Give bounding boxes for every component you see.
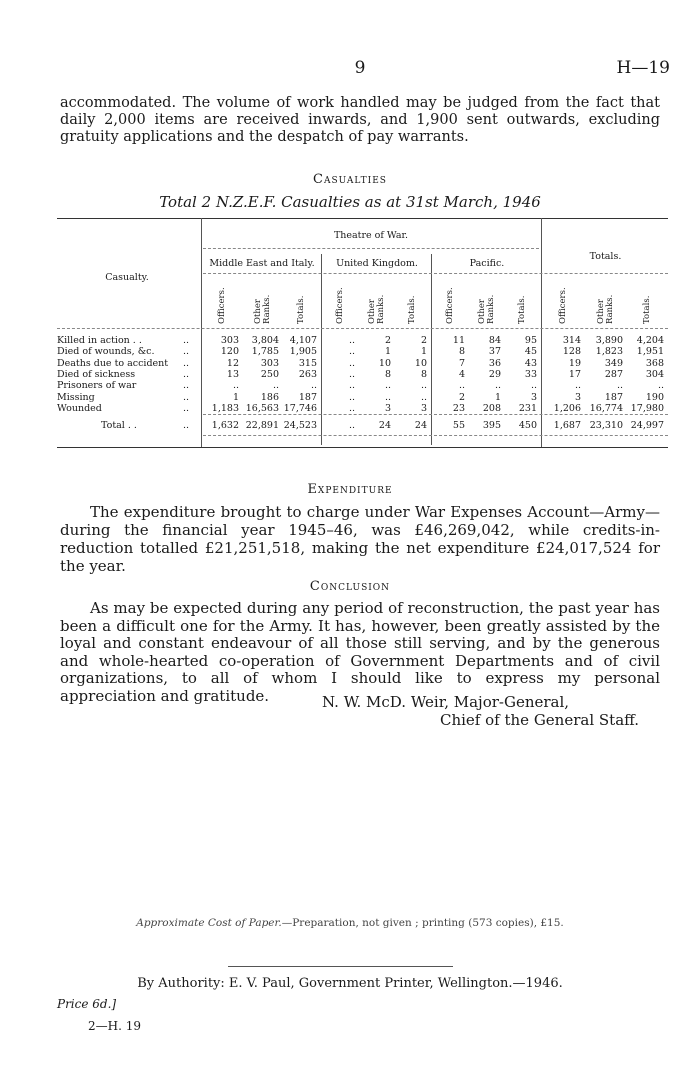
total-cell: 395 xyxy=(482,420,501,431)
subheader-other-ranks: Other Ranks. xyxy=(367,294,386,324)
table-cell: 8 xyxy=(384,368,391,380)
total-cell: 1,687 xyxy=(553,420,581,431)
table-cell: 3 xyxy=(574,391,581,403)
footer-reference: 2—H. 19 xyxy=(88,1019,141,1033)
row-leader-dots: .. xyxy=(183,357,190,369)
total-cell: 24 xyxy=(414,420,427,431)
table-cell: .. xyxy=(348,335,355,346)
expenditure-paragraph: The expenditure brought to charge under War Expenses Account—Army—during the financial year 1945–46, was £46,269,042, while credits-in-reduction totalled £21,251,518, making the net expenditure £24,017,524 for the year. xyxy=(60,503,660,575)
row-leader-dots: .. xyxy=(183,335,190,346)
row-label: Died of wounds, &c. xyxy=(57,346,155,358)
group-header-united-kingdom: United Kingdom. xyxy=(336,258,418,269)
table-cell: 36 xyxy=(488,357,501,369)
table-cell: 304 xyxy=(645,368,664,380)
table-cell: 303 xyxy=(260,357,279,369)
row-label: Prisoners of war xyxy=(57,380,137,392)
table-cell: .. xyxy=(310,380,317,392)
table-cell: 314 xyxy=(562,335,581,346)
cost-of-paper xyxy=(0,917,700,929)
expenditure-heading: Expenditure xyxy=(307,482,393,497)
row-leader-dots: .. xyxy=(183,391,190,403)
table-cell: 287 xyxy=(604,368,623,380)
total-row-leader-dots: .. xyxy=(183,420,190,431)
table-cell: 2 xyxy=(420,335,427,346)
table-cell: .. xyxy=(348,357,355,369)
total-cell: 55 xyxy=(452,420,465,431)
table-cell: 208 xyxy=(482,402,501,414)
table-cell: 1,951 xyxy=(636,346,664,358)
total-cell: 1,632 xyxy=(211,420,239,431)
theatre-of-war-header: Theatre of War. xyxy=(333,230,409,241)
table-cell: 2 xyxy=(384,335,391,346)
table-cell: 1,183 xyxy=(211,402,239,414)
subheader-officers: Officers. xyxy=(335,287,345,324)
totals-header: Totals. xyxy=(589,251,622,262)
table-cell: 45 xyxy=(524,346,537,358)
table-cell: .. xyxy=(530,380,537,392)
table-cell: 263 xyxy=(298,368,317,380)
cost-label: Approximate Cost of Paper. xyxy=(136,917,282,929)
table-cell: 84 xyxy=(488,335,501,346)
table-cell: 190 xyxy=(645,391,664,403)
group-header-middle-east: Middle East and Italy. xyxy=(209,258,315,269)
table-cell: .. xyxy=(384,391,391,403)
table-cell: .. xyxy=(348,368,355,380)
row-leader-dots: .. xyxy=(183,346,190,358)
table-cell: 10 xyxy=(378,357,391,369)
conclusion-paragraph: As may be expected during any period of reconstruction, the past year has been a difficult one for the Army. It has, however, been greatly assisted by the loyal and constant endeavour of all those still serving, and by the generous and whole-hearted co-operation of Government Departments and of civil organizations, to all of whom I should like to express my personal appreciation and gratitude. xyxy=(60,599,660,705)
table-cell: 16,563 xyxy=(245,402,279,414)
row-label: Deaths due to accident xyxy=(57,357,169,369)
table-cell: 1 xyxy=(232,391,239,403)
table-cell: 37 xyxy=(488,346,501,358)
casualties-heading: Casualties xyxy=(313,172,387,187)
cost-text: —Preparation, not given ; printing (573 copies), £15. xyxy=(281,917,564,929)
table-cell: 3 xyxy=(384,402,391,414)
table-cell: 1,785 xyxy=(251,346,279,358)
table-cell: 17 xyxy=(568,368,581,380)
price: Price 6d.] xyxy=(57,997,117,1011)
total-cell: 23,310 xyxy=(589,420,623,431)
group-header-pacific: Pacific. xyxy=(469,258,505,269)
table-cell: 1,206 xyxy=(553,402,581,414)
table-cell: 3 xyxy=(420,402,427,414)
total-cell: 450 xyxy=(518,420,537,431)
table-cell: 1 xyxy=(420,346,427,358)
table-cell: 19 xyxy=(568,357,581,369)
table-cell: 315 xyxy=(298,357,317,369)
table-cell: 120 xyxy=(220,346,239,358)
table-cell: .. xyxy=(348,380,355,392)
page-number: 9 xyxy=(354,58,366,78)
table-cell: 128 xyxy=(562,346,581,358)
row-label: Wounded xyxy=(57,402,102,414)
table-cell: 368 xyxy=(645,357,664,369)
document-reference: H—19 xyxy=(616,58,670,78)
table-cell: 33 xyxy=(524,368,537,380)
table-cell: .. xyxy=(420,380,427,392)
row-leader-dots: .. xyxy=(183,368,190,380)
conclusion-heading: Conclusion xyxy=(309,579,391,594)
table-cell: .. xyxy=(574,380,581,392)
intro-paragraph: accommodated. The volume of work handled may be judged from the fact that daily 2,000 items are received inwards, and 1,900 sent outwards, excluding gratuity applications and the despatch of pay warrants. xyxy=(60,95,660,145)
table-cell: 11 xyxy=(452,335,465,346)
table-cell: 17,980 xyxy=(630,402,664,414)
table-cell: 1 xyxy=(384,346,391,358)
table-cell: 95 xyxy=(524,335,537,346)
total-cell: 24,997 xyxy=(630,420,664,431)
table-cell: 187 xyxy=(604,391,623,403)
row-leader-dots: .. xyxy=(183,402,190,414)
total-cell: .. xyxy=(348,420,355,431)
table-cell: .. xyxy=(384,380,391,392)
table-cell: .. xyxy=(348,391,355,403)
table-cell: 349 xyxy=(604,357,623,369)
table-cell: 12 xyxy=(226,357,239,369)
table-cell: .. xyxy=(348,402,355,414)
table-cell: 187 xyxy=(298,391,317,403)
table-cell: 303 xyxy=(220,335,239,346)
table-cell: .. xyxy=(232,380,239,392)
table-cell: 2 xyxy=(458,391,465,403)
total-cell: 24,523 xyxy=(283,420,317,431)
table-cell: 43 xyxy=(524,357,537,369)
table-cell: .. xyxy=(616,380,623,392)
table-cell: 13 xyxy=(226,368,239,380)
table-cell: .. xyxy=(348,346,355,358)
subheader-other-ranks: Other Ranks. xyxy=(596,294,615,324)
table-cell: 17,746 xyxy=(283,402,317,414)
table-cell: 1,823 xyxy=(595,346,623,358)
subheader-officers: Officers. xyxy=(217,287,227,324)
table-cell: 3,890 xyxy=(595,335,623,346)
signature-title: Chief of the General Staff. xyxy=(440,711,640,729)
table-cell: 3 xyxy=(530,391,537,403)
table-cell: .. xyxy=(272,380,279,392)
table-cell: .. xyxy=(494,380,501,392)
subheader-officers: Officers. xyxy=(558,287,568,324)
table-cell: 250 xyxy=(260,368,279,380)
subheader-other-ranks: Other Ranks. xyxy=(253,294,272,324)
subheader-totals: Totals. xyxy=(407,295,417,324)
row-label: Missing xyxy=(57,391,95,403)
subheader-other-ranks: Other Ranks. xyxy=(477,294,496,324)
total-cell: 22,891 xyxy=(245,420,279,431)
total-row-label: Total . . xyxy=(101,420,137,431)
subheader-officers: Officers. xyxy=(445,287,455,324)
subheader-totals: Totals. xyxy=(517,295,527,324)
table-cell: .. xyxy=(458,380,465,392)
table-cell: 4,107 xyxy=(289,335,317,346)
table-cell: 4,204 xyxy=(636,335,664,346)
row-leader-dots: .. xyxy=(183,380,190,392)
subheader-totals: Totals. xyxy=(641,295,652,324)
table-cell: 8 xyxy=(420,368,427,380)
table-cell: 3,804 xyxy=(251,335,279,346)
signature-name: N. W. McD. Weir, Major-General, xyxy=(322,693,570,711)
table-cell: .. xyxy=(657,380,664,392)
table-cell: 10 xyxy=(414,357,427,369)
casualties-subheading: Total 2 N.Z.E.F. Casualties as at 31st March, 1946 xyxy=(159,193,541,211)
table-cell: 29 xyxy=(488,368,501,380)
table-cell: 1,905 xyxy=(289,346,317,358)
table-cell: 16,774 xyxy=(589,402,623,414)
row-label: Died of sickness xyxy=(57,368,136,380)
casualties-table xyxy=(57,218,668,448)
table-cell: .. xyxy=(420,391,427,403)
table-cell: 4 xyxy=(458,368,465,380)
authority-rule xyxy=(228,966,453,967)
table-cell: 8 xyxy=(458,346,465,358)
table-cell: 1 xyxy=(494,391,501,403)
printer-authority: By Authority: E. V. Paul, Government Printer, Wellington.—1946. xyxy=(137,976,563,991)
table-cell: 7 xyxy=(458,357,465,369)
table-cell: 23 xyxy=(452,402,465,414)
subheader-totals: Totals. xyxy=(296,295,306,324)
table-cell: 186 xyxy=(260,391,279,403)
total-cell: 24 xyxy=(378,420,391,431)
casualty-header: Casualty. xyxy=(105,272,149,283)
table-cell: 231 xyxy=(518,402,537,414)
row-label: Killed in action . . xyxy=(57,335,142,346)
